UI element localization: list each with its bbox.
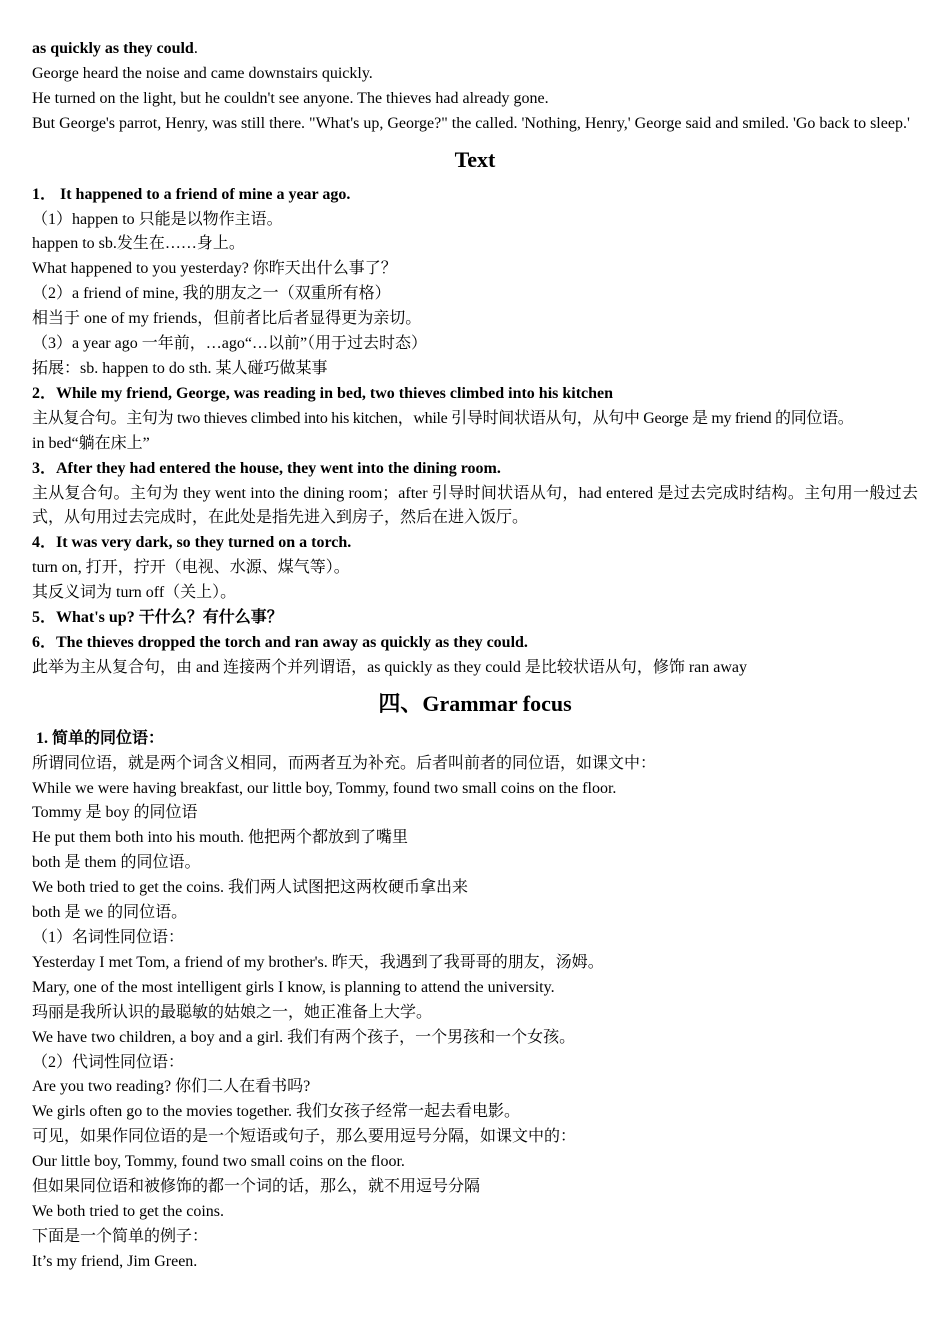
grammar-line: While we were having breakfast, our little boy, Tommy, found two small coins on the floor.	[32, 779, 617, 797]
section-title-text: Text	[454, 146, 496, 172]
note-line: （1）happen to 只能是以物作主语。	[32, 210, 283, 228]
grammar-line: both 是 them 的同位语。	[32, 854, 201, 872]
grammar-line: It’s my friend, Jim Green.	[32, 1252, 198, 1270]
point-1-heading: 1． It happened to a friend of mine a year ago.	[32, 185, 351, 203]
grammar-subheading: 1. 简单的同位语：	[36, 729, 165, 747]
point-3-heading: 3．After they had entered the house, they went into the dining room.	[32, 459, 501, 477]
grammar-line: We both tried to get the coins. 我们两人试图把这两枚硬币拿出来	[32, 879, 469, 897]
grammar-line: 可见，如果作同位语的是一个短语或句子，那么要用逗号分隔，如课文中的：	[32, 1128, 577, 1146]
bold-phrase: as quickly as they could	[32, 40, 194, 57]
note-line: （2）a friend of mine, 我的朋友之一（双重所有格）	[32, 285, 391, 303]
grammar-line: We both tried to get the coins.	[32, 1202, 224, 1220]
note-line: 主从复合句。主句为 two thieves climbed into his kitchen，while 引导时间状语从句，从句中 George 是 my friend 的同位语。	[32, 409, 854, 427]
note-line: 拓展：sb. happen to do sth. 某人碰巧做某事	[32, 359, 328, 377]
grammar-line: 下面是一个简单的例子：	[32, 1227, 209, 1245]
grammar-line: We girls often go to the movies together. 我们女孩子经常一起去看电影。	[32, 1103, 520, 1121]
grammar-line: （1）名词性同位语：	[32, 929, 185, 946]
grammar-line: We have two children, a boy and a girl. 我们有两个孩子，一个男孩和一个女孩。	[32, 1028, 576, 1046]
top-line-2: George heard the noise and came downstairs quickly.	[32, 64, 373, 82]
grammar-line: Our little boy, Tommy, found two small coins on the floor.	[32, 1153, 405, 1171]
point-6-heading: 6．The thieves dropped the torch and ran away as quickly as they could.	[32, 633, 528, 651]
note-line: turn on, 打开，拧开（电视、水源、煤气等）。	[32, 559, 350, 577]
grammar-line: 玛丽是我所认识的最聪敏的姑娘之一，她正准备上大学。	[32, 1003, 433, 1021]
grammar-line: Tommy 是 boy 的同位语	[32, 804, 198, 822]
note-line: What happened to you yesterday? 你昨天出什么事了？	[32, 260, 397, 278]
note-line: in bed“躺在床上”	[32, 434, 150, 452]
grammar-line: （2）代词性同位语：	[32, 1053, 185, 1071]
top-line-3: He turned on the light, but he couldn't see anyone. The thieves had already gone.	[32, 89, 549, 107]
note-paragraph: 主从复合句。主句为 they went into the dining room；after 引导时间状语从句，had entered 是过去完成时结构。主句用一般过去式，从句用过去完成时，在此处是指先进入到房子，然后在进入饭厅。	[32, 484, 918, 527]
note-line: 其反义词为 turn off（关上）。	[32, 584, 237, 602]
top-paragraph-4: But George's parrot, Henry, was still there. "What's up, George?" the called. 'Nothing, Henry,' George said and smiled. 'Go back to sleep.'	[32, 114, 910, 132]
note-line: happen to sb.发生在……身上。	[32, 235, 245, 253]
note-line: 此举为主从复合句，由 and 连接两个并列谓语，as quickly as they could 是比较状语从句，修饰 ran away	[32, 658, 748, 676]
note-line: 相当于 one of my friends，但前者比后者显得更为亲切。	[32, 310, 422, 328]
grammar-line: 但如果同位语和被修饰的都一个词的话，那么，就不用逗号分隔	[32, 1178, 481, 1196]
top-line-1	[32, 37, 918, 62]
document-page	[32, 37, 918, 1275]
grammar-line: both 是 we 的同位语。	[32, 904, 188, 922]
section-title-grammar: 四、Grammar focus	[378, 690, 572, 716]
grammar-line: Are you two reading? 你们二人在看书吗?	[32, 1078, 311, 1096]
point-2-heading: 2．While my friend, George, was reading in bed, two thieves climbed into his kitchen	[32, 384, 614, 402]
point-4-heading: 4．It was very dark, so they turned on a torch.	[32, 534, 352, 552]
point-5-heading: 5．What's up? 干什么？有什么事？	[32, 609, 283, 627]
period: .	[193, 40, 198, 57]
note-line: （3）a year ago 一年前，…ago“…以前”（用于过去时态）	[32, 335, 428, 353]
grammar-line: 所谓同位语，就是两个词含义相同，而两者互为补充。后者叫前者的同位语，如课文中：	[32, 754, 657, 772]
grammar-line: Mary, one of the most intelligent girls I know, is planning to attend the university.	[32, 978, 555, 996]
grammar-line: Yesterday I met Tom, a friend of my brother's. 昨天，我遇到了我哥哥的朋友，汤姆。	[32, 953, 604, 971]
grammar-line: He put them both into his mouth. 他把两个都放到了嘴里	[32, 829, 408, 847]
